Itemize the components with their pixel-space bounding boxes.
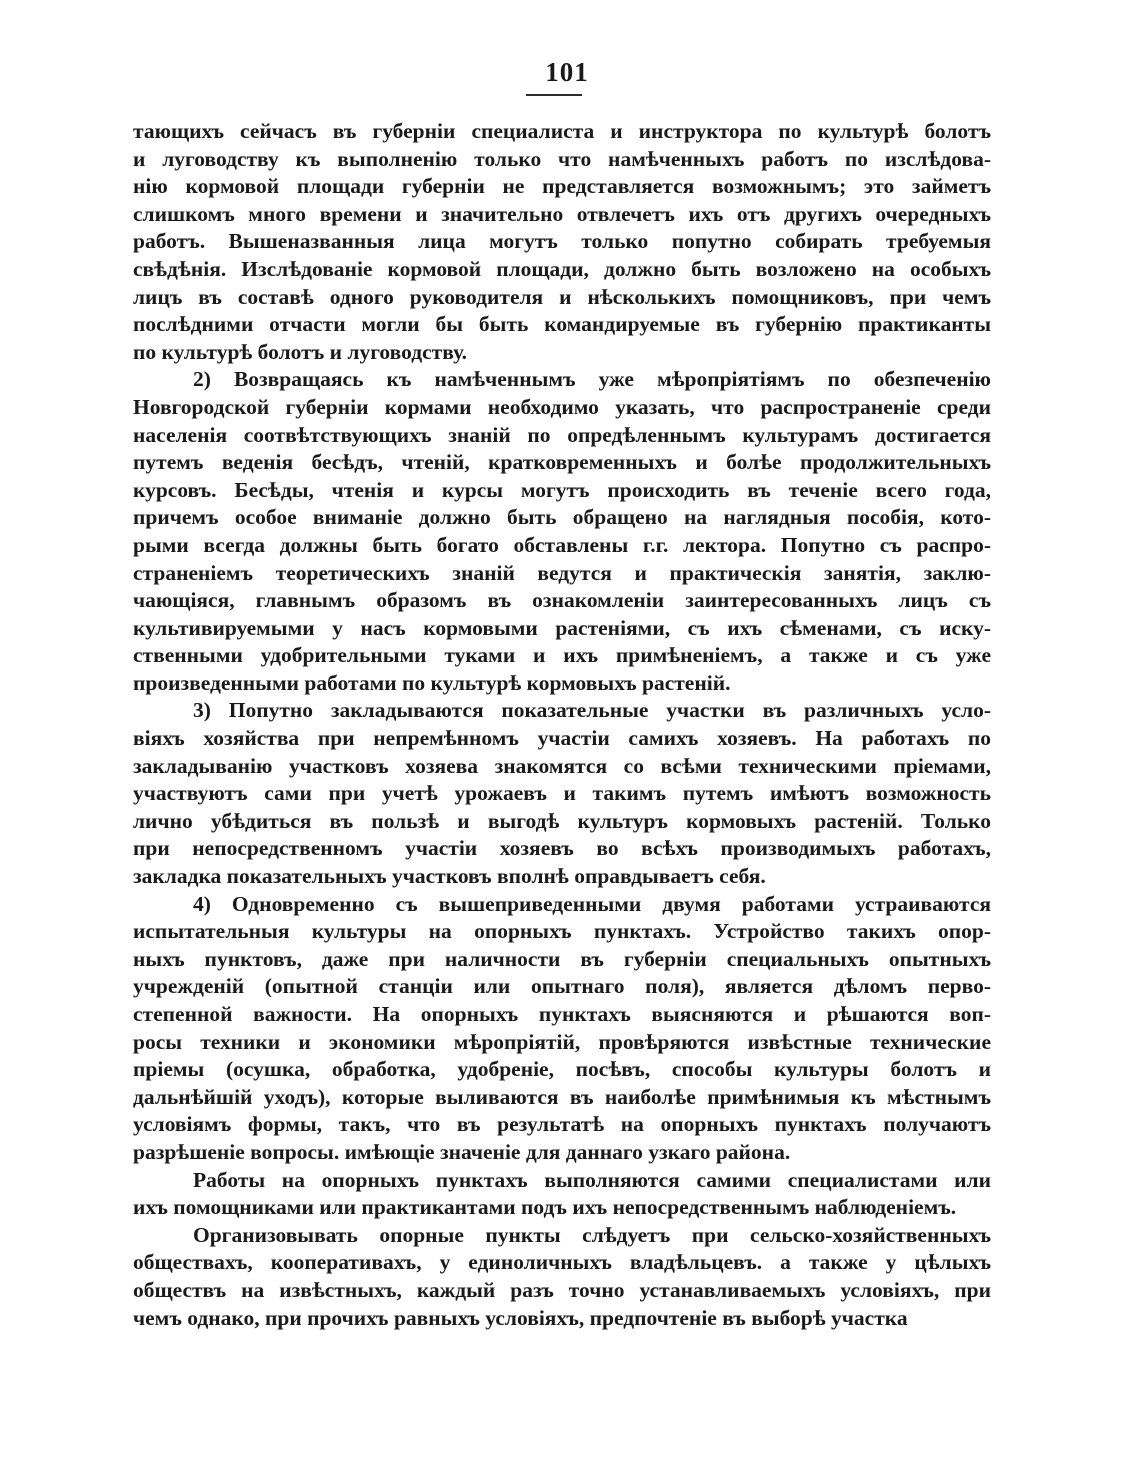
- text-line: и луговодству къ выполненію только что намѣченныхъ работъ по изслѣдова-: [133, 146, 991, 171]
- text-line: учрежденій (опытной станціи или опытнаго поля), является дѣломъ перво-: [133, 974, 991, 999]
- text-line: страненіемъ теоретическихъ знаній ведутся и практическія занятія, заклю-: [133, 560, 991, 585]
- text-line: чемъ однако, при прочихъ равныхъ условіяхъ, предпочтеніе въ выборѣ участка: [133, 1305, 908, 1330]
- text-line: ственными удобрительными туками и ихъ примѣненіемъ, а также и съ уже: [133, 643, 991, 668]
- text-line: причемъ особое вниманіе должно быть обращено на наглядныя пособія, кото-: [133, 505, 991, 530]
- text-line: 2) Возвращаясь къ намѣченнымъ уже мѣропріятіямъ по обезпеченію: [193, 367, 991, 392]
- text-line: Новгородской губерніи кормами необходимо указать, что распространеніе среди: [133, 394, 991, 419]
- text-line: участвуютъ сами при учетѣ урожаевъ и такимъ путемъ имѣютъ возможность: [133, 781, 991, 806]
- text-line: населенія соотвѣтствующихъ знаній по опредѣленнымъ культурамъ достигается: [133, 422, 991, 447]
- paragraph: [133, 118, 991, 366]
- text-line: лично убѣдиться въ пользѣ и выгодѣ культуръ кормовыхъ растеній. Только: [133, 808, 991, 833]
- text-line: послѣдними отчасти могли бы быть командируемые въ губернію практиканты: [133, 312, 991, 337]
- text-line: произведенными работами по культурѣ кормовыхъ растеній.: [133, 670, 731, 695]
- text-line: испытательныя культуры на опорныхъ пунктахъ. Устройство такихъ опор-: [133, 919, 991, 944]
- text-line: нію кормовой площади губерніи не представляется возможнымъ; это займетъ: [133, 174, 991, 199]
- text-line: лицъ въ составѣ одного руководителя и нѣсколькихъ помощниковъ, при чемъ: [133, 284, 991, 309]
- text-line: чающіяся, главнымъ образомъ въ ознакомленіи заинтересованныхъ лицъ съ: [133, 588, 991, 613]
- text-line: свѣдѣнія. Изслѣдованіе кормовой площади, должно быть возложено на особыхъ: [133, 256, 991, 281]
- page-number-underline: [526, 94, 582, 96]
- paragraph: [133, 697, 991, 890]
- text-line: работъ. Вышеназванныя лица могутъ только попутно собирать требуемыя: [133, 229, 991, 254]
- text-line: курсовъ. Бесѣды, чтенія и курсы могутъ происходить въ теченіе всего года,: [133, 477, 991, 502]
- text-line: пріемы (осушка, обработка, удобреніе, посѣвъ, способы культуры болотъ и: [133, 1057, 991, 1082]
- page-number: 101: [545, 57, 589, 87]
- text-line: слишкомъ много времени и значительно отвлечетъ ихъ отъ другихъ очередныхъ: [133, 201, 991, 226]
- text-line: 3) Попутно закладываются показательные участки въ различныхъ усло-: [193, 698, 991, 723]
- text-line: условіямъ формы, такъ, что въ результатѣ на опорныхъ пунктахъ получаютъ: [133, 1112, 991, 1137]
- text-line: Организовывать опорные пункты слѣдуетъ при сельско-хозяйственныхъ: [193, 1222, 991, 1247]
- paragraph: [133, 1222, 991, 1332]
- text-line: культивируемыми у насъ кормовыми растеніями, съ ихъ сѣменами, съ иску-: [133, 615, 991, 640]
- paragraph: [133, 366, 991, 697]
- text-line: закладыванію участковъ хозяева знакомятся со всѣми техническими пріемами,: [133, 753, 991, 778]
- text-line: віяхъ хозяйства при непремѣнномъ участіи самихъ хозяевъ. На работахъ по: [133, 726, 991, 751]
- text-line: рыми всегда должны быть богато обставлены г.г. лектора. Попутно съ распро-: [133, 532, 991, 557]
- text-line: дальнѣйшій уходъ), которые выливаются въ наиболѣе примѣнимыя къ мѣстнымъ: [133, 1084, 991, 1109]
- paragraph: [133, 891, 991, 1167]
- text-line: степенной важности. На опорныхъ пунктахъ выясняются и рѣшаются воп-: [133, 1002, 991, 1026]
- text-line: 4) Одновременно съ вышеприведенными двумя работами устраиваются: [193, 891, 991, 916]
- text-line: ныхъ пунктовъ, даже при наличности въ губерніи специальныхъ опытныхъ: [133, 946, 991, 971]
- text-line: тающихъ сейчасъ въ губерніи специалиста и инструктора по культурѣ болотъ: [133, 119, 991, 143]
- text-line: по культурѣ болотъ и луговодству.: [133, 339, 468, 364]
- text-line: ихъ помощниками или практикантами подъ ихъ непосредственнымъ наблюденіемъ.: [133, 1195, 957, 1220]
- body-text: [133, 118, 991, 1332]
- text-line: путемъ веденія бесѣдъ, чтеній, кратковременныхъ и болѣе продолжительныхъ: [133, 450, 991, 475]
- text-line: обществъ на извѣстныхъ, каждый разъ точно устанавливаемыхъ условіяхъ, при: [133, 1277, 991, 1302]
- text-line: разрѣшеніе вопросы. имѣющіе значеніе для даннаго узкаго района.: [133, 1139, 791, 1164]
- text-line: росы техники и экономики мѣропріятій, провѣряются извѣстные технические: [133, 1029, 991, 1054]
- text-line: обществахъ, кооперативахъ, у единоличныхъ владѣльцевъ. а также у цѣлыхъ: [133, 1250, 991, 1275]
- text-line: закладка показательныхъ участковъ вполнѣ оправдываетъ себя.: [133, 864, 766, 889]
- text-line: Работы на опорныхъ пунктахъ выполняются самими специалистами или: [193, 1167, 991, 1192]
- text-line: при непосредственномъ участіи хозяевъ во всѣхъ производимыхъ работахъ,: [133, 836, 991, 861]
- paragraph: [133, 1167, 991, 1222]
